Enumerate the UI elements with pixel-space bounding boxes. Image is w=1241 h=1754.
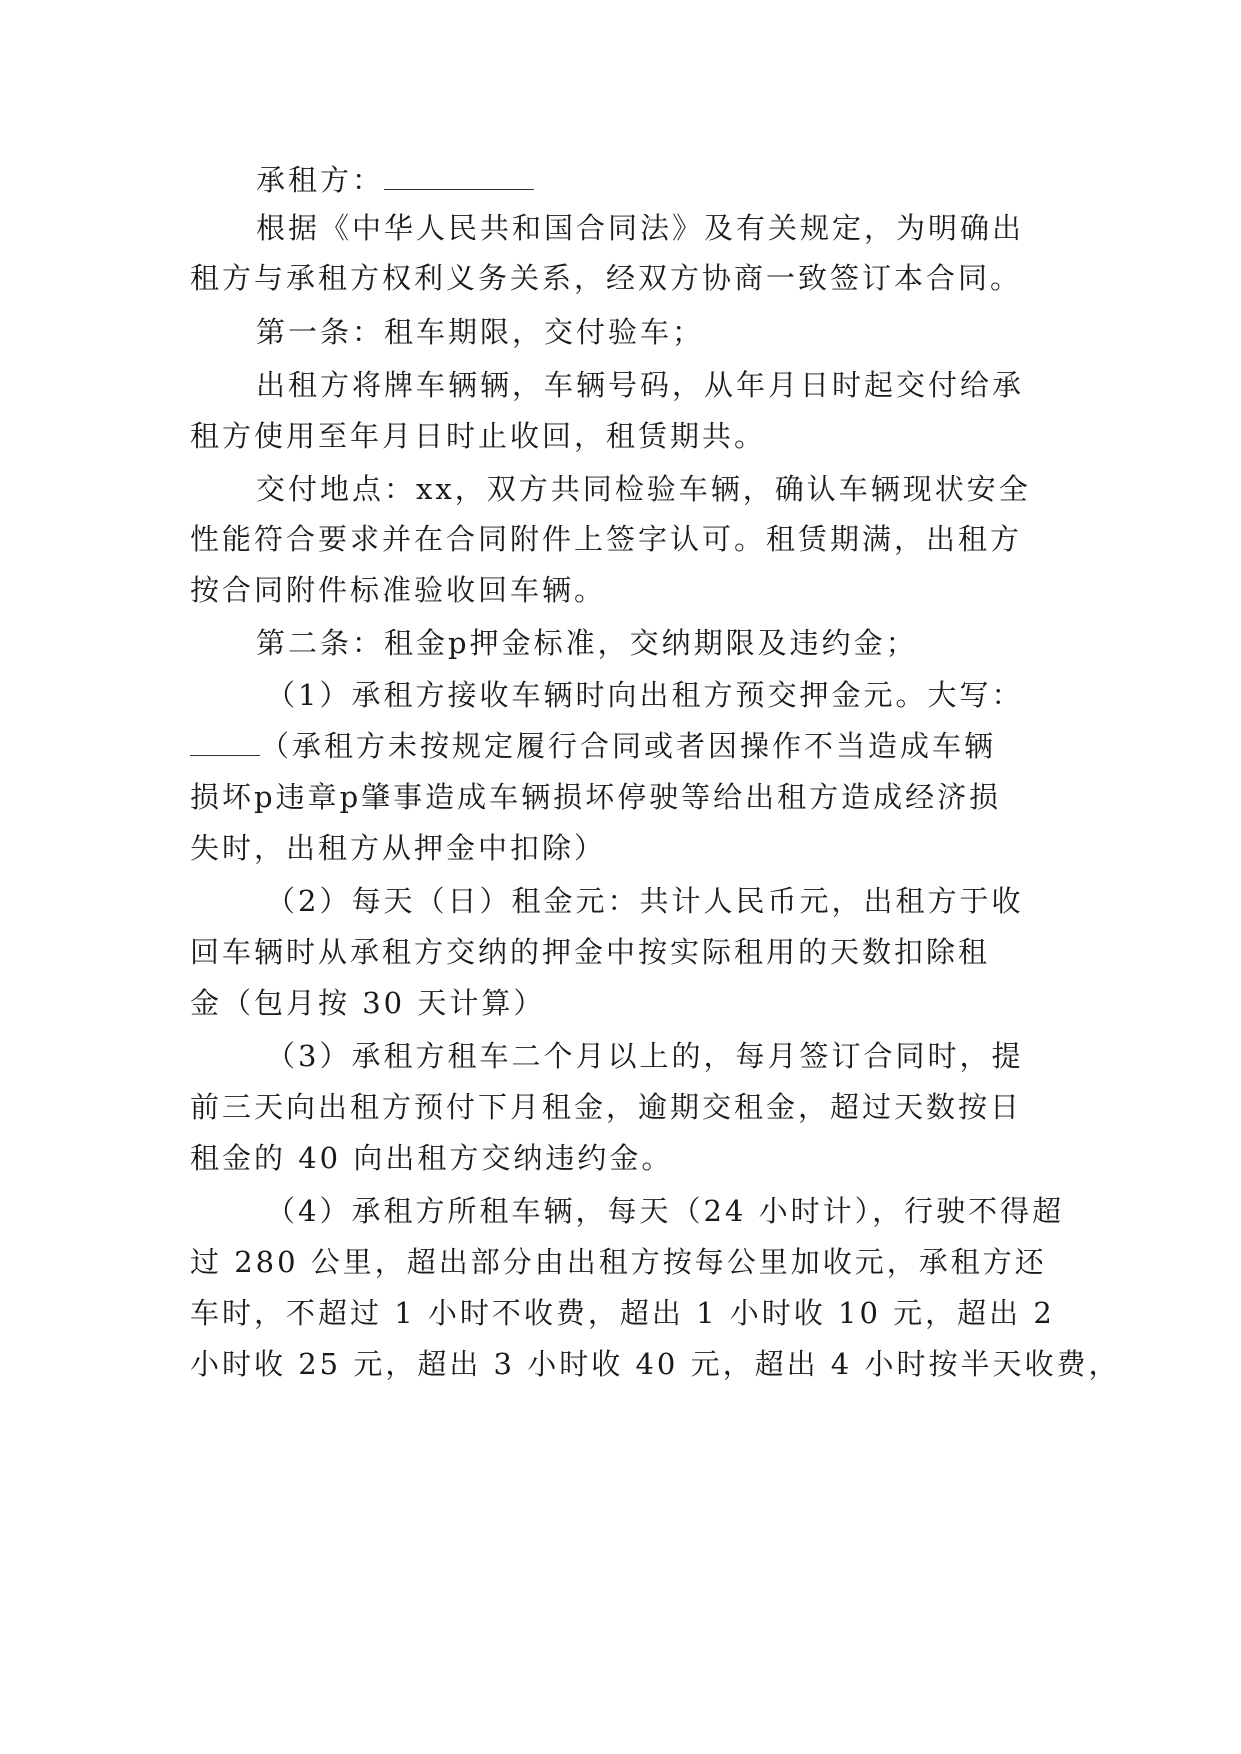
lessee-blank (384, 163, 534, 190)
item1-line-4: 失时，出租方从押金中扣除） (190, 831, 607, 865)
item2-line-3: 金（包月按 30 天计算） (190, 986, 546, 1020)
article2-title: 第二条：租金p押金标准，交纳期限及违约金； (256, 626, 918, 660)
article1-line-1: 出租方将牌车辆辆，车辆号码，从年月日时起交付给承 (256, 368, 1025, 402)
item4-line-2: 过 280 公里，超出部分由出租方按每公里加收元，承租方还 (190, 1245, 1047, 1279)
item3-line-3: 租金的 40 向出租方交纳违约金。 (190, 1141, 674, 1175)
item3-line-1: （3）承租方租车二个月以上的，每月签订合同时，提 (266, 1039, 1024, 1073)
item3-line-2: 前三天向出租方预付下月租金，逾期交租金，超过天数按日 (190, 1090, 1023, 1124)
delivery-line-1: 交付地点：xx，双方共同检验车辆，确认车辆现状安全 (256, 472, 1031, 506)
lessee-label: 承租方： (256, 163, 385, 197)
intro-line-1: 根据《中华人民共和国合同法》及有关规定，为明确出 (256, 211, 1025, 245)
item1-line-3: 损坏p违章p肇事造成车辆损坏停驶等给出租方造成经济损 (190, 780, 1002, 814)
item1-line-2 (190, 726, 996, 766)
article1-title: 第一条：租车期限，交付验车； (256, 315, 705, 349)
item2-line-2: 回车辆时从承租方交纳的押金中按实际租用的天数扣除租 (190, 935, 991, 969)
item4-line-4: 小时收 25 元，超出 3 小时收 40 元，超出 4 小时按半天收费， (190, 1347, 1121, 1381)
item2-line-1: （2）每天（日）租金元：共计人民币元，出租方于收 (266, 884, 1024, 918)
intro-line-2: 租方与承租方权利义务关系，经双方协商一致签订本合同。 (190, 261, 1023, 295)
item4-line-1: （4）承租方所租车辆，每天（24 小时计），行驶不得超 (266, 1194, 1065, 1228)
delivery-line-2: 性能符合要求并在合同附件上签字认可。租赁期满，出租方 (190, 522, 1023, 556)
item1-line-1: （1）承租方接收车辆时向出租方预交押金元。大写： (266, 678, 1024, 712)
delivery-line-3: 按合同附件标准验收回车辆。 (190, 573, 607, 607)
amount-in-words-blank (190, 729, 260, 756)
lessee-line (256, 160, 534, 200)
item4-line-3: 车时，不超过 1 小时不收费，超出 1 小时收 10 元，超出 2 (190, 1296, 1055, 1330)
item1-line-2-text: （承租方未按规定履行合同或者因操作不当造成车辆 (260, 729, 997, 763)
article1-line-2: 租方使用至年月日时止收回，租赁期共。 (190, 419, 767, 453)
